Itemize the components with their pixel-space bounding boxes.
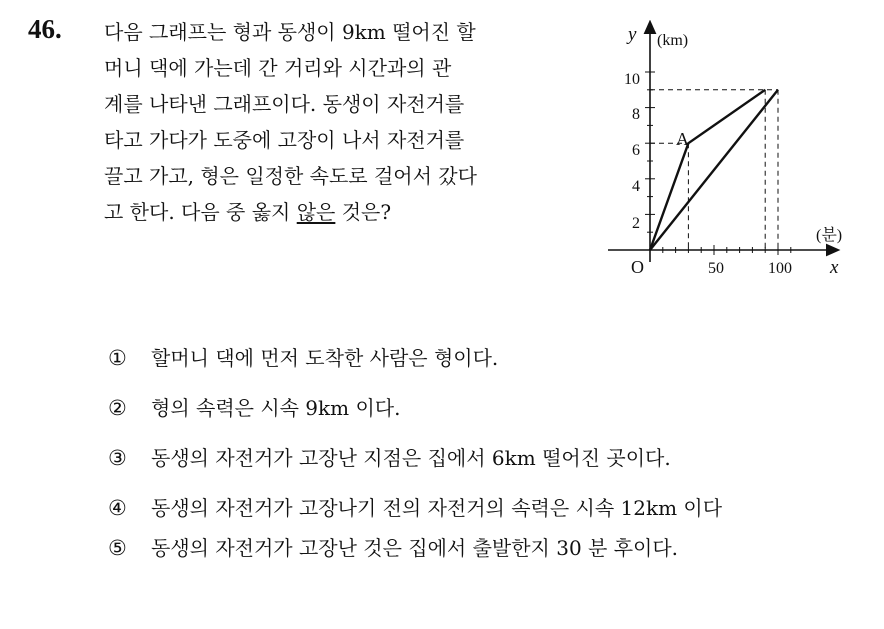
y-axis-label: y xyxy=(628,24,637,45)
series-line-1 xyxy=(650,90,765,250)
series-line-2 xyxy=(650,90,778,250)
y-tick-label: 4 xyxy=(632,178,640,195)
stem-text: 고 한다. 다음 중 옳지 xyxy=(104,200,297,224)
choice-2[interactable] xyxy=(108,394,868,422)
y-tick-label: 2 xyxy=(632,215,640,232)
choice-1[interactable] xyxy=(108,344,868,372)
stem-line: 끌고 가고, 형은 일정한 속도로 걸어서 갔다 xyxy=(104,164,477,188)
choice-text: 동생의 자전거가 고장난 것은 집에서 출발한지 30 분 후이다. xyxy=(151,536,679,560)
stem-line: 계를 나타낸 그래프이다. 동생이 자전거를 xyxy=(104,92,465,116)
choice-text: 동생의 자전거가 고장나기 전의 자전거의 속력은 시속 12km 이다 xyxy=(151,496,723,520)
series-lines xyxy=(650,90,778,250)
stem-text: 것은? xyxy=(335,200,392,224)
x-tick-label: 50 xyxy=(708,260,724,277)
distance-time-graph xyxy=(598,20,860,282)
y-tick-label: 10 xyxy=(624,71,640,88)
y-tick-label: 8 xyxy=(632,106,640,123)
choice-text: 할머니 댁에 먼저 도착한 사람은 형이다. xyxy=(151,346,499,370)
answer-choices xyxy=(108,344,868,584)
point-a-label: A xyxy=(676,129,689,149)
choice-mark: ④ xyxy=(108,496,127,520)
y-tick-label: 6 xyxy=(632,142,640,159)
choice-4[interactable] xyxy=(108,494,868,522)
choice-5[interactable] xyxy=(108,534,868,562)
question-number: 46. xyxy=(28,14,62,44)
underlined-word: 않은 xyxy=(296,200,336,224)
x-tick-label: 100 xyxy=(768,260,792,277)
choice-3[interactable] xyxy=(108,444,868,472)
choice-text: 동생의 자전거가 고장난 지점은 집에서 6km 떨어진 곳이다. xyxy=(151,446,671,470)
choice-mark: ⑤ xyxy=(108,536,127,560)
origin-label: O xyxy=(631,257,644,277)
question-stem xyxy=(104,14,594,230)
stem-line: 머니 댁에 가는데 간 거리와 시간과의 관 xyxy=(104,56,452,80)
choice-mark: ③ xyxy=(108,446,127,470)
choice-mark: ① xyxy=(108,346,127,370)
stem-line: 다음 그래프는 형과 동생이 9km 떨어진 할 xyxy=(104,20,476,44)
y-axis-unit: (km) xyxy=(657,32,689,49)
x-axis-unit: (분) xyxy=(816,227,843,244)
stem-line: 타고 가다가 도중에 고장이 나서 자전거를 xyxy=(104,128,465,152)
stem-last-line xyxy=(104,194,594,230)
choice-mark: ② xyxy=(108,396,127,420)
x-axis-label: x xyxy=(830,257,839,278)
choice-text: 형의 속력은 시속 9km 이다. xyxy=(151,396,401,420)
